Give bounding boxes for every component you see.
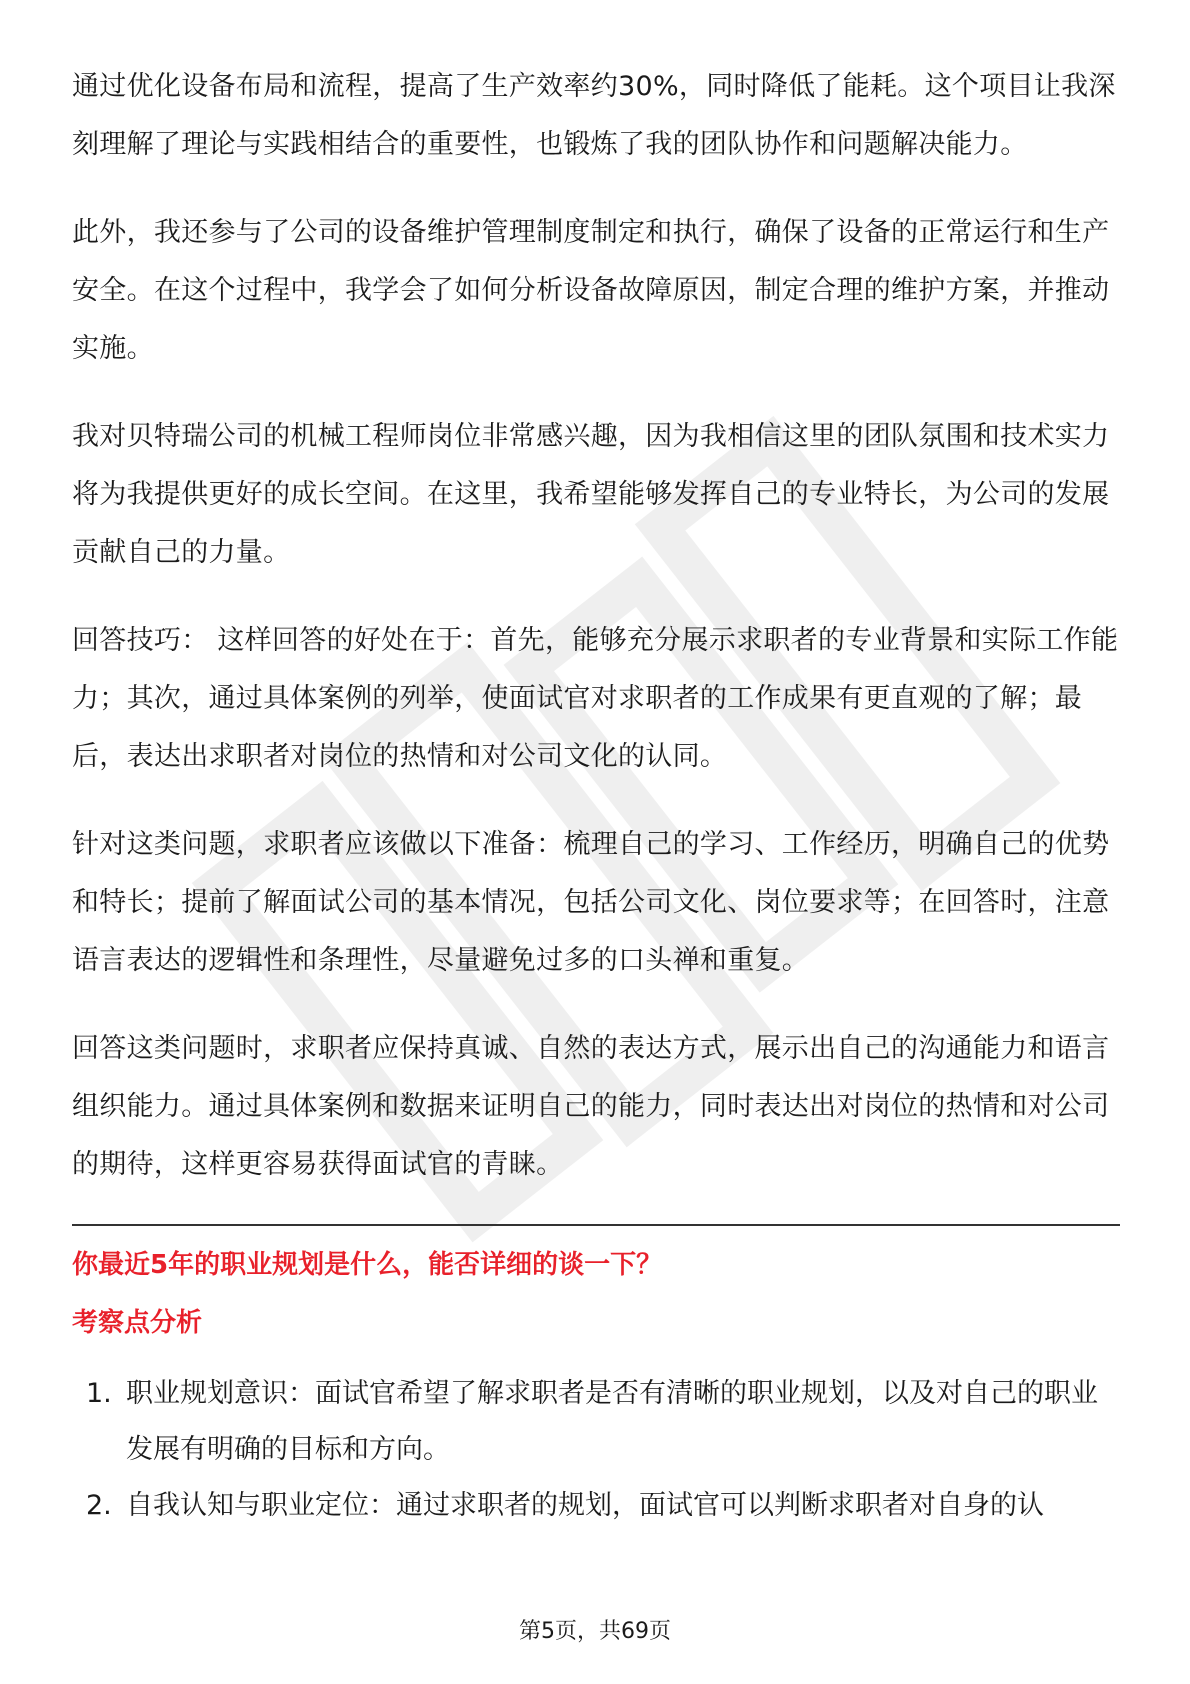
paragraph-interest: 我对贝特瑞公司的机械工程师岗位非常感兴趣，因为我相信这里的团队氛围和技术实力将为我提供更好的成长空间。在这里，我希望能够发挥自己的专业特长，为公司的发展贡献自己的力量。 xyxy=(72,421,1110,568)
section-divider xyxy=(72,1224,1120,1226)
list-number: 2. xyxy=(86,1490,112,1521)
document-page xyxy=(72,58,1120,1534)
list-item xyxy=(72,1478,1120,1534)
paragraph-answer-style: 回答这类问题时，求职者应保持真诚、自然的表达方式，展示出自己的沟通能力和语言组织能力。通过具体案例和数据来证明自己的能力，同时表达出对岗位的热情和对公司的期待，这样更容易获得面试官的青睐。 xyxy=(72,1033,1110,1180)
analysis-heading: 考察点分析 xyxy=(72,1308,203,1338)
paragraph-answer-tips: 回答技巧： 这样回答的好处在于：首先，能够充分展示求职者的专业背景和实际工作能力；其次，通过具体案例的列举，使面试官对求职者的工作成果有更直观的了解；最后，表达出求职者对岗位的热情和对公司文化的认同。 xyxy=(72,625,1119,772)
interview-question: 你最近5年的职业规划是什么，能否详细的谈一下？ xyxy=(72,1250,663,1280)
page-footer: 第5页，共69页 xyxy=(519,1619,671,1644)
paragraph-maintenance: 此外，我还参与了公司的设备维护管理制度制定和执行，确保了设备的正常运行和生产安全。在这个过程中，我学会了如何分析设备故障原因，制定合理的维护方案，并推动实施。 xyxy=(72,217,1110,364)
list-item-text: 自我认知与职业定位：通过求职者的规划，面试官可以判断求职者对自身的认 xyxy=(126,1490,1044,1521)
paragraph-preparation: 针对这类问题，求职者应该做以下准备：梳理自己的学习、工作经历，明确自己的优势和特长；提前了解面试公司的基本情况，包括公司文化、岗位要求等；在回答时，注意语言表达的逻辑性和条理性，尽量避免过多的口头禅和重复。 xyxy=(72,829,1110,976)
list-item xyxy=(72,1366,1120,1478)
analysis-list xyxy=(72,1366,1120,1534)
list-item-text: 职业规划意识：面试官希望了解求职者是否有清晰的职业规划，以及对自己的职业发展有明确的目标和方向。 xyxy=(126,1378,1098,1465)
paragraph-project-result: 通过优化设备布局和流程，提高了生产效率约30%，同时降低了能耗。这个项目让我深刻理解了理论与实践相结合的重要性，也锻炼了我的团队协作和问题解决能力。 xyxy=(72,71,1116,160)
list-number: 1. xyxy=(86,1378,112,1409)
